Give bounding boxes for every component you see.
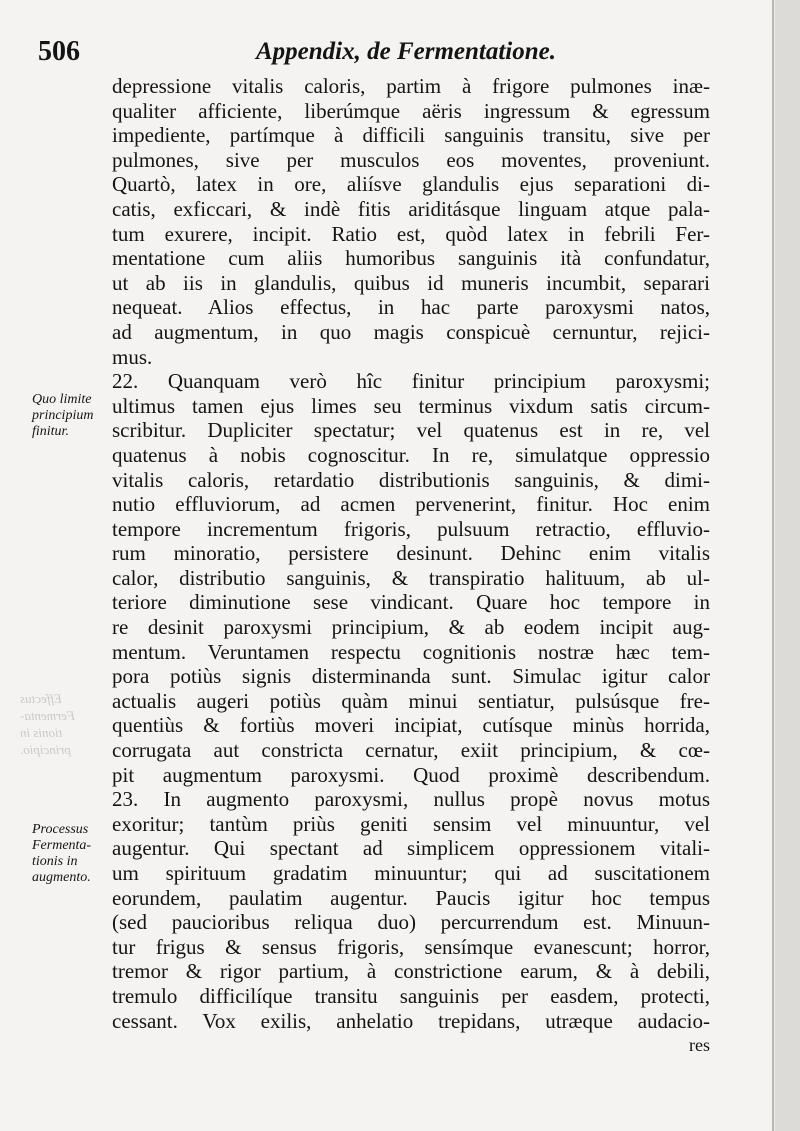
text-line: mentum. Veruntamen respectu cognitionis nostræ hæc tem-	[112, 639, 710, 664]
text-line: qualiter afficiente, liberúmque aëris ingressum & egressum	[112, 98, 710, 123]
text-line: re desinit paroxysmi principium, & ab eodem incipit aug-	[112, 615, 710, 640]
text-line: mentatione cum aliis humoribus sanguinis ità confundatur,	[112, 246, 710, 271]
text-line: quatenus à nobis cognoscitur. In re, simulatque oppressio	[112, 442, 710, 467]
text-line: um spirituum gradatim minuuntur; qui ad suscitationem	[112, 861, 710, 885]
text-line: calor, distributio sanguinis, & transpiratio halituum, ab ul-	[112, 565, 710, 590]
show-through-line: tionis in	[20, 725, 63, 740]
text-line: nutio effluviorum, ad acmen pervenerint, finitur. Hoc enim	[112, 492, 710, 517]
text-line: depressione vitalis caloris, partim à frigore pulmones inæ-	[112, 74, 710, 98]
margin-note-line: Fermenta-	[32, 838, 92, 853]
text-line: mus.	[112, 344, 153, 369]
text-line: (sed paucioribus reliqua duo) percurrendum est. Minuun-	[112, 910, 710, 935]
running-title: Appendix, de Fermentatione.	[256, 38, 556, 65]
text-line: nequeat. Alios effectus, in hac parte paroxysmi natos,	[112, 295, 710, 320]
catchword: res	[689, 1035, 710, 1056]
margin-note-line: principium	[32, 408, 94, 423]
text-line: pulmones, sive per musculos eos moventes, proveniunt.	[112, 147, 710, 172]
margin-note-line: tionis in	[32, 854, 78, 869]
text-line: scribitur. Dupliciter spectatur; vel quatenus est in re, vel	[112, 418, 710, 443]
text-line: actualis augeri potiùs quàm minui sentiatur, pulsúsque fre-	[112, 688, 710, 713]
page-number: 506	[38, 36, 80, 67]
body-text	[112, 74, 710, 1058]
text-line: tum exurere, incipit. Ratio est, quòd latex in febrili Fer-	[112, 221, 710, 246]
text-line: 23. In augmento paroxysmi, nullus propè novus motus	[112, 787, 710, 812]
text-line: ultimus tamen ejus limes seu terminus vixdum satis circum-	[112, 393, 710, 418]
show-through-line: principio.	[20, 742, 71, 757]
text-line: Quartò, latex in ore, aliísve glandulis ejus separationi di-	[112, 172, 710, 197]
text-line: tempore incrementum frigoris, pulsuum retractio, effluvio-	[112, 516, 710, 541]
text-line: quentiùs & fortiùs moveri incipiat, cutísque minùs horrida,	[112, 713, 710, 738]
text-line: rum minoratio, persistere desinunt. Dehinc enim vitalis	[112, 541, 710, 566]
text-line: tur frigus & sensus frigoris, sensímque evanescunt; horror,	[112, 934, 710, 959]
running-head	[38, 32, 758, 72]
text-line: tremor & rigor partium, à constrictione earum, & à debili,	[112, 959, 710, 984]
text-line: tremulo difficilíque transitu sanguinis per easdem, protecti,	[112, 983, 710, 1008]
text-line: eorundem, paulatim augentur. Paucis igitur hoc tempus	[112, 885, 710, 910]
text-line: pora potiùs signis disterminanda sunt. Simulac igitur calor	[112, 664, 710, 689]
text-line: impediente, partímque à difficili sanguinis transitu, sive per	[112, 123, 710, 148]
text-line: exoritur; tantùm priùs geniti sensim vel minuuntur, vel	[112, 811, 710, 836]
margin-note-line: Processus	[32, 822, 89, 837]
show-through-line: Effectus	[20, 691, 62, 706]
margin-note-quo-limite	[32, 392, 93, 440]
text-line: pit augmentum paroxysmi. Quod proximè describendum.	[112, 762, 710, 787]
text-line: augentur. Qui spectant ad simplicem oppressionem vitali-	[112, 836, 710, 861]
margin-note-line: augmento.	[32, 870, 91, 885]
text-line: teriore diminutione sese vindicant. Quare hoc tempore in	[112, 590, 710, 615]
text-line: ut ab iis in glandulis, quibus id muneris incumbit, separari	[112, 270, 710, 295]
page-edge	[775, 0, 800, 1131]
text-line: 22. Quanquam verò hîc finitur principium paroxysmi;	[112, 369, 710, 394]
text-line: corrugata aut constricta cernatur, exiit principium, & cœ-	[112, 738, 710, 763]
text-line: ad augmentum, in quo magis conspicuè cernuntur, rejici-	[112, 319, 710, 344]
text-line: cessant. Vox exilis, anhelatio trepidans, utræque audacio-	[112, 1008, 710, 1033]
show-through-note	[20, 690, 100, 758]
margin-note-line: finitur.	[32, 424, 69, 439]
show-through-line: Fermenta-	[20, 708, 75, 723]
text-line: catis, exficcari, & indè fitis ariditásque linguam atque pala-	[112, 196, 710, 221]
margin-note-processus	[32, 822, 91, 886]
text-line: vitalis caloris, retardatio distributionis sanguinis, & dimi-	[112, 467, 710, 492]
margin-note-line: Quo limite	[32, 392, 92, 407]
